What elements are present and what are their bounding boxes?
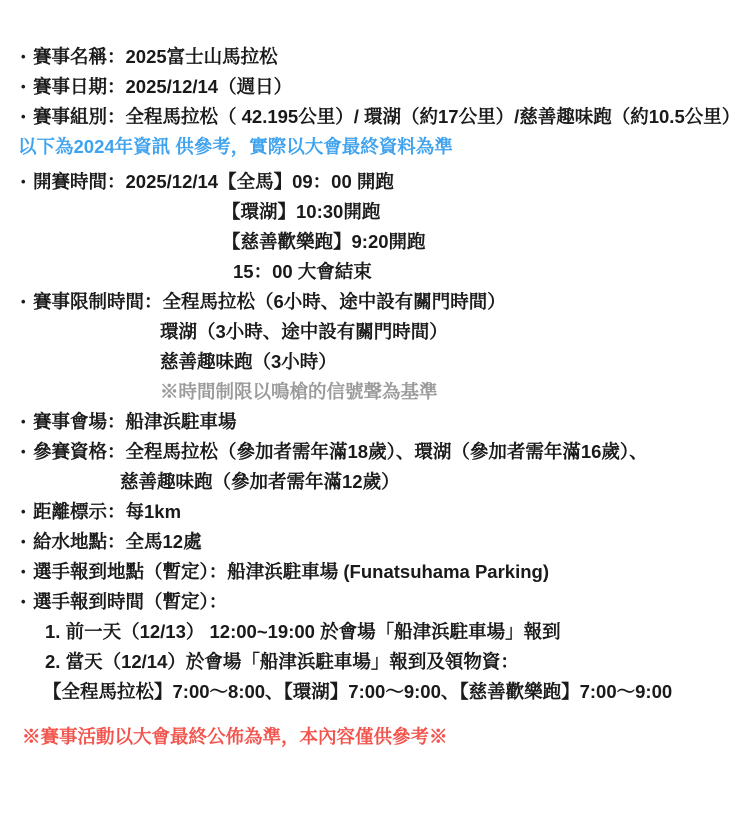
line-text: 【全程馬拉松】7:00～8:00、【環湖】7:00～9:00、【慈善歡樂跑】7:00～9:00 xyxy=(43,681,673,702)
line-text: 距離標示：每1km xyxy=(33,501,182,522)
bullet-icon: • xyxy=(21,444,26,459)
line-text: 以下為2024年資訊 供參考，實際以大會最終資料為準 xyxy=(18,136,453,157)
line-text: 選手報到時間（暫定）： xyxy=(33,591,228,612)
line-text: 2. 當天（12/14）於會場「船津浜駐車場」報到及領物資： xyxy=(45,651,519,672)
document-line xyxy=(0,617,750,647)
line-text: 參賽資格：全程馬拉松（參加者需年滿18歲）、環湖（參加者需年滿16歲）、 xyxy=(33,441,648,462)
document-line xyxy=(0,257,750,287)
line-text: 15：00 大會結束 xyxy=(233,261,372,282)
document-line xyxy=(0,317,750,347)
bullet-icon: • xyxy=(21,504,26,519)
document-line xyxy=(0,347,750,377)
bullet-icon: • xyxy=(21,294,26,309)
document-line xyxy=(0,72,750,102)
line-text: 慈善趣味跑（3小時） xyxy=(160,351,337,372)
disclaimer-line xyxy=(0,722,750,752)
document-line xyxy=(0,197,750,227)
line-text: 給水地點：全馬12處 xyxy=(33,531,202,552)
line-text: ※賽事活動以大會最終公佈為準，本內容僅供參考※ xyxy=(22,726,448,747)
bullet-icon: • xyxy=(21,564,26,579)
line-text: 開賽時間：2025/12/14【全馬】09：00 開跑 xyxy=(33,171,394,192)
document-line xyxy=(0,167,750,197)
document-line xyxy=(0,227,750,257)
document-line xyxy=(0,677,750,707)
document-line xyxy=(0,647,750,677)
bullet-icon: • xyxy=(21,109,26,124)
document-line xyxy=(0,527,750,557)
document-line xyxy=(0,587,750,617)
line-text: 選手報到地點（暫定）：船津浜駐車場 (Funatsuhama Parking) xyxy=(33,561,549,582)
line-text: 賽事組別：全程馬拉松（ 42.195公里）/ 環湖（約17公里）/慈善趣味跑（約10.5公里） xyxy=(33,106,741,127)
document-line xyxy=(0,437,750,467)
line-text: ※時間制限以鳴槍的信號聲為基準 xyxy=(160,381,438,402)
line-text: 賽事日期：2025/12/14（週日） xyxy=(33,76,293,97)
line-text: 慈善趣味跑（參加者需年滿12歲） xyxy=(120,471,400,492)
bullet-icon: • xyxy=(21,534,26,549)
footnote-line xyxy=(0,377,750,407)
document-line xyxy=(0,407,750,437)
document-line xyxy=(0,287,750,317)
document-line xyxy=(0,467,750,497)
document-line xyxy=(0,557,750,587)
document-line xyxy=(0,497,750,527)
document-line xyxy=(0,42,750,72)
line-text: 【慈善歡樂跑】9:20開跑 xyxy=(222,231,426,252)
bullet-icon: • xyxy=(21,414,26,429)
line-text: 賽事限制時間：全程馬拉松（6小時、途中設有關門時間） xyxy=(33,291,506,312)
document-line xyxy=(0,102,750,132)
reference-note-line xyxy=(0,132,750,162)
bullet-icon: • xyxy=(21,174,26,189)
line-text: 【環湖】10:30開跑 xyxy=(222,201,381,222)
line-text: 環湖（3小時、途中設有關門時間） xyxy=(160,321,448,342)
line-text: 1. 前一天（12/13） 12:00~19:00 於會場「船津浜駐車場」報到 xyxy=(45,621,561,642)
bullet-icon: • xyxy=(21,594,26,609)
bullet-icon: • xyxy=(21,49,26,64)
line-text: 賽事名稱：2025富士山馬拉松 xyxy=(33,46,278,67)
line-text: 賽事會場：船津浜駐車場 xyxy=(33,411,237,432)
bullet-icon: • xyxy=(21,79,26,94)
